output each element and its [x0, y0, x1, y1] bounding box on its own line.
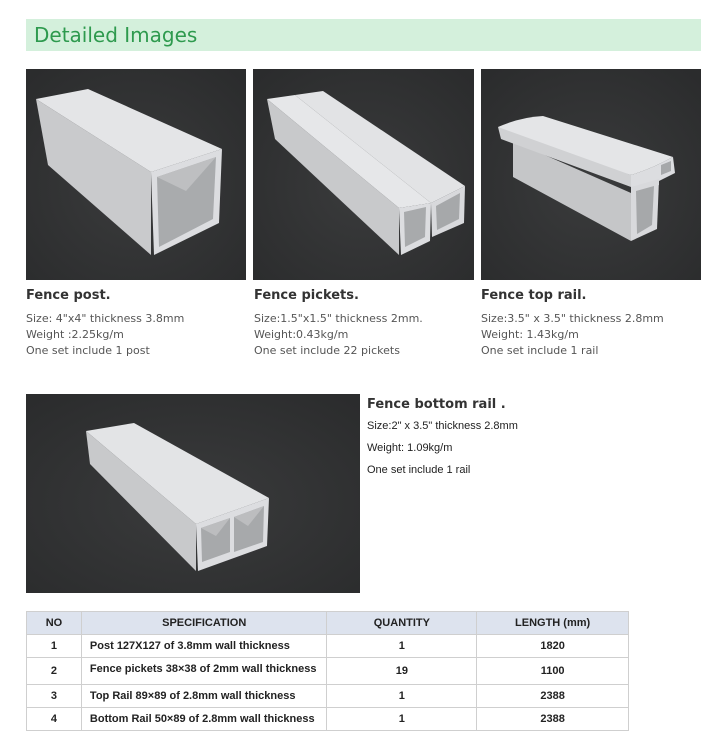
fence-top-rail-image: [481, 69, 701, 280]
cell-spec: Fence pickets 38×38 of 2mm wall thickness: [89, 663, 317, 675]
twin-pickets-illustration: [253, 69, 474, 280]
cell-no: 4: [27, 708, 82, 731]
cell-spec: Top Rail 89×89 of 2.8mm wall thickness: [81, 685, 327, 708]
column-header-no: NO: [27, 612, 82, 635]
product-size: Size:1.5"x1.5" thickness 2mm.: [254, 312, 423, 325]
cell-qty: 1: [327, 708, 477, 731]
cell-length: 2388: [477, 708, 629, 731]
cell-length: 1100: [477, 658, 629, 685]
cell-spec: Bottom Rail 50×89 of 2.8mm wall thickness: [89, 713, 315, 725]
section-title: Detailed Images: [34, 23, 198, 47]
product-weight: Weight: 1.43kg/m: [481, 328, 579, 341]
bottom-rail-illustration: [26, 394, 360, 593]
table-row: [27, 635, 629, 658]
product-set-count: One set include 1 post: [26, 344, 150, 357]
product-title-fence-top-rail: Fence top rail.: [481, 288, 587, 303]
product-set-count: One set include 1 rail: [367, 464, 471, 476]
product-weight: Weight: 1.09kg/m: [367, 442, 453, 454]
table-row: [27, 685, 629, 708]
table-header-row: [27, 612, 629, 635]
product-size: Size: 4"x4" thickness 3.8mm: [26, 312, 185, 325]
product-set-count: One set include 1 rail: [481, 344, 599, 357]
column-header-specification: SPECIFICATION: [81, 612, 327, 635]
product-weight: Weight:0.43kg/m: [254, 328, 349, 341]
cell-length: 2388: [477, 685, 629, 708]
fence-bottom-rail-image: [26, 394, 360, 593]
fence-post-image: [26, 69, 246, 280]
product-title-fence-post: Fence post.: [26, 288, 111, 303]
product-title-fence-pickets: Fence pickets.: [254, 288, 359, 303]
product-size: Size:2" x 3.5" thickness 2.8mm: [367, 420, 518, 432]
fence-pickets-image: [253, 69, 474, 280]
cell-no: 2: [27, 658, 82, 685]
square-post-illustration: [26, 69, 246, 280]
table-row: [27, 708, 629, 731]
section-header-banner: [26, 19, 701, 51]
cell-length: 1820: [477, 635, 629, 658]
cell-spec: Post 127X127 of 3.8mm wall thickness: [81, 635, 327, 658]
top-rail-illustration: [481, 69, 701, 280]
table-row: [27, 658, 629, 685]
product-size: Size:3.5" x 3.5" thickness 2.8mm: [481, 312, 664, 325]
product-weight: Weight :2.25kg/m: [26, 328, 124, 341]
specification-table: [26, 611, 629, 731]
product-set-count: One set include 22 pickets: [254, 344, 400, 357]
cell-qty: 1: [327, 685, 477, 708]
cell-no: 3: [27, 685, 82, 708]
product-title-fence-bottom-rail: Fence bottom rail .: [367, 397, 506, 412]
column-header-quantity: QUANTITY: [327, 612, 477, 635]
cell-qty: 1: [327, 635, 477, 658]
column-header-length: LENGTH (mm): [477, 612, 629, 635]
cell-qty: 19: [327, 658, 477, 685]
cell-no: 1: [27, 635, 82, 658]
